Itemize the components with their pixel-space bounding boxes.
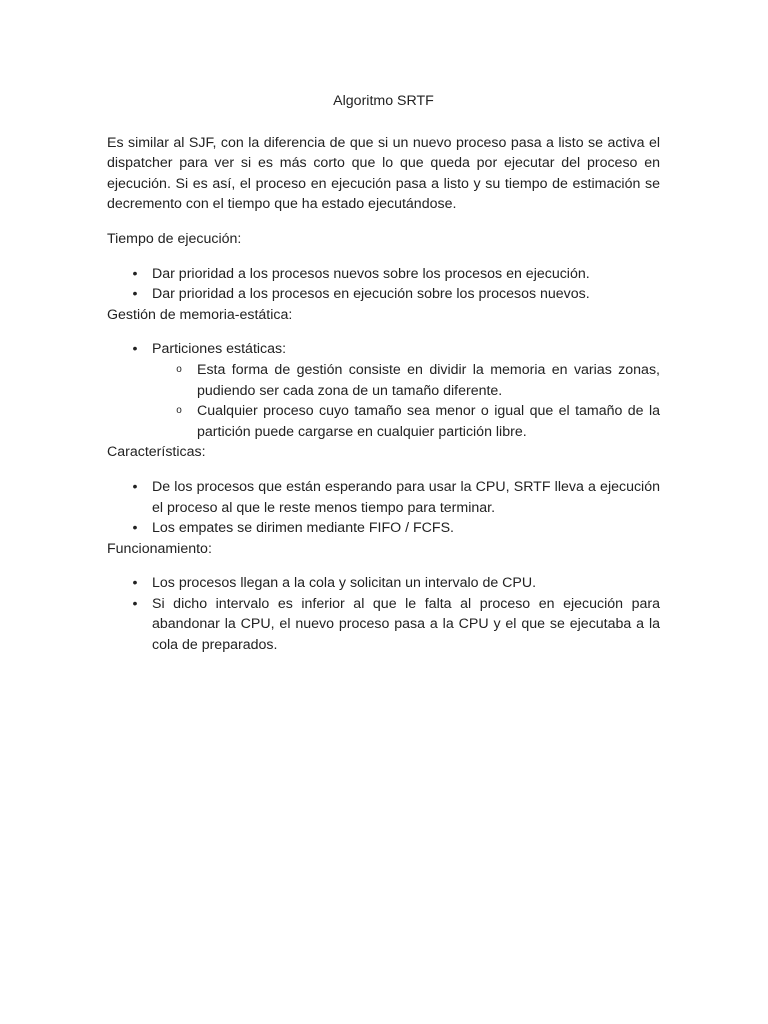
bullet-icon: • [132,265,138,282]
list-item-text: De los procesos que están esperando para usar la CPU, SRTF lleva a ejecución el proceso al que le reste menos tiempo para terminar. [152,478,660,516]
list-item-text: Dar prioridad a los procesos en ejecución sobre los procesos nuevos. [152,286,590,303]
list-item [107,264,660,285]
list-item [107,518,660,539]
list-item [107,477,660,518]
list-item-text: Si dicho intervalo es inferior al que le falta al proceso en ejecución para abandonar la CPU, el nuevo proceso pasa a la CPU y el que se ejecutaba a la cola de preparados. [152,595,660,654]
bullet-icon: • [132,478,138,495]
document-page [107,91,660,656]
document-title: Algoritmo SRTF [333,93,434,109]
list-item-text: Los empates se dirimen mediante FIFO / FCFS. [152,520,454,537]
bullet-icon: • [132,341,138,358]
bullet-icon: • [132,286,138,303]
sub-list [152,360,660,442]
list-funcionamiento [107,573,660,655]
list-memoria [107,339,660,442]
section-heading-funcionamiento: Funcionamiento: [107,540,212,557]
circle-bullet-icon: o [176,405,182,417]
list-item [107,339,660,442]
list-item-text: Los procesos llegan a la cola y solicitan un intervalo de CPU. [152,575,537,592]
section-heading-tiempo: Tiempo de ejecución: [107,230,242,247]
sub-list-item-text: Cualquier proceso cuyo tamaño sea menor o igual que el tamaño de la partición puede cargarse en cualquier partición libre. [197,403,660,440]
list-item-text: Particiones estáticas: [152,341,287,358]
circle-bullet-icon: o [176,363,182,375]
section-heading-memoria: Gestión de memoria-estática: [107,306,293,323]
list-tiempo [107,264,660,305]
list-item [107,594,660,656]
sub-list-item [152,360,660,401]
list-item-text: Dar prioridad a los procesos nuevos sobre los procesos en ejecución. [152,265,590,282]
list-caracteristicas [107,477,660,539]
intro-paragraph: Es similar al SJF, con la diferencia de que si un nuevo proceso pasa a listo se activa el dispatcher para ver si es más corto que lo que queda por ejecutar del proceso en ejecución. Si es así, el proceso en ejecución pasa a listo y su tiempo de estimación se decremento con el tiempo que ha estado ejecutándose. [107,134,660,213]
list-item [107,284,660,305]
section-heading-caracteristicas: Características: [107,444,206,461]
bullet-icon: • [132,520,138,537]
bullet-icon: • [132,595,138,612]
bullet-icon: • [132,575,138,592]
sub-list-item-text: Esta forma de gestión consiste en dividir la memoria en varias zonas, pudiendo ser cada zona de un tamaño diferente. [197,361,660,399]
list-item [107,573,660,594]
sub-list-item [152,401,660,442]
